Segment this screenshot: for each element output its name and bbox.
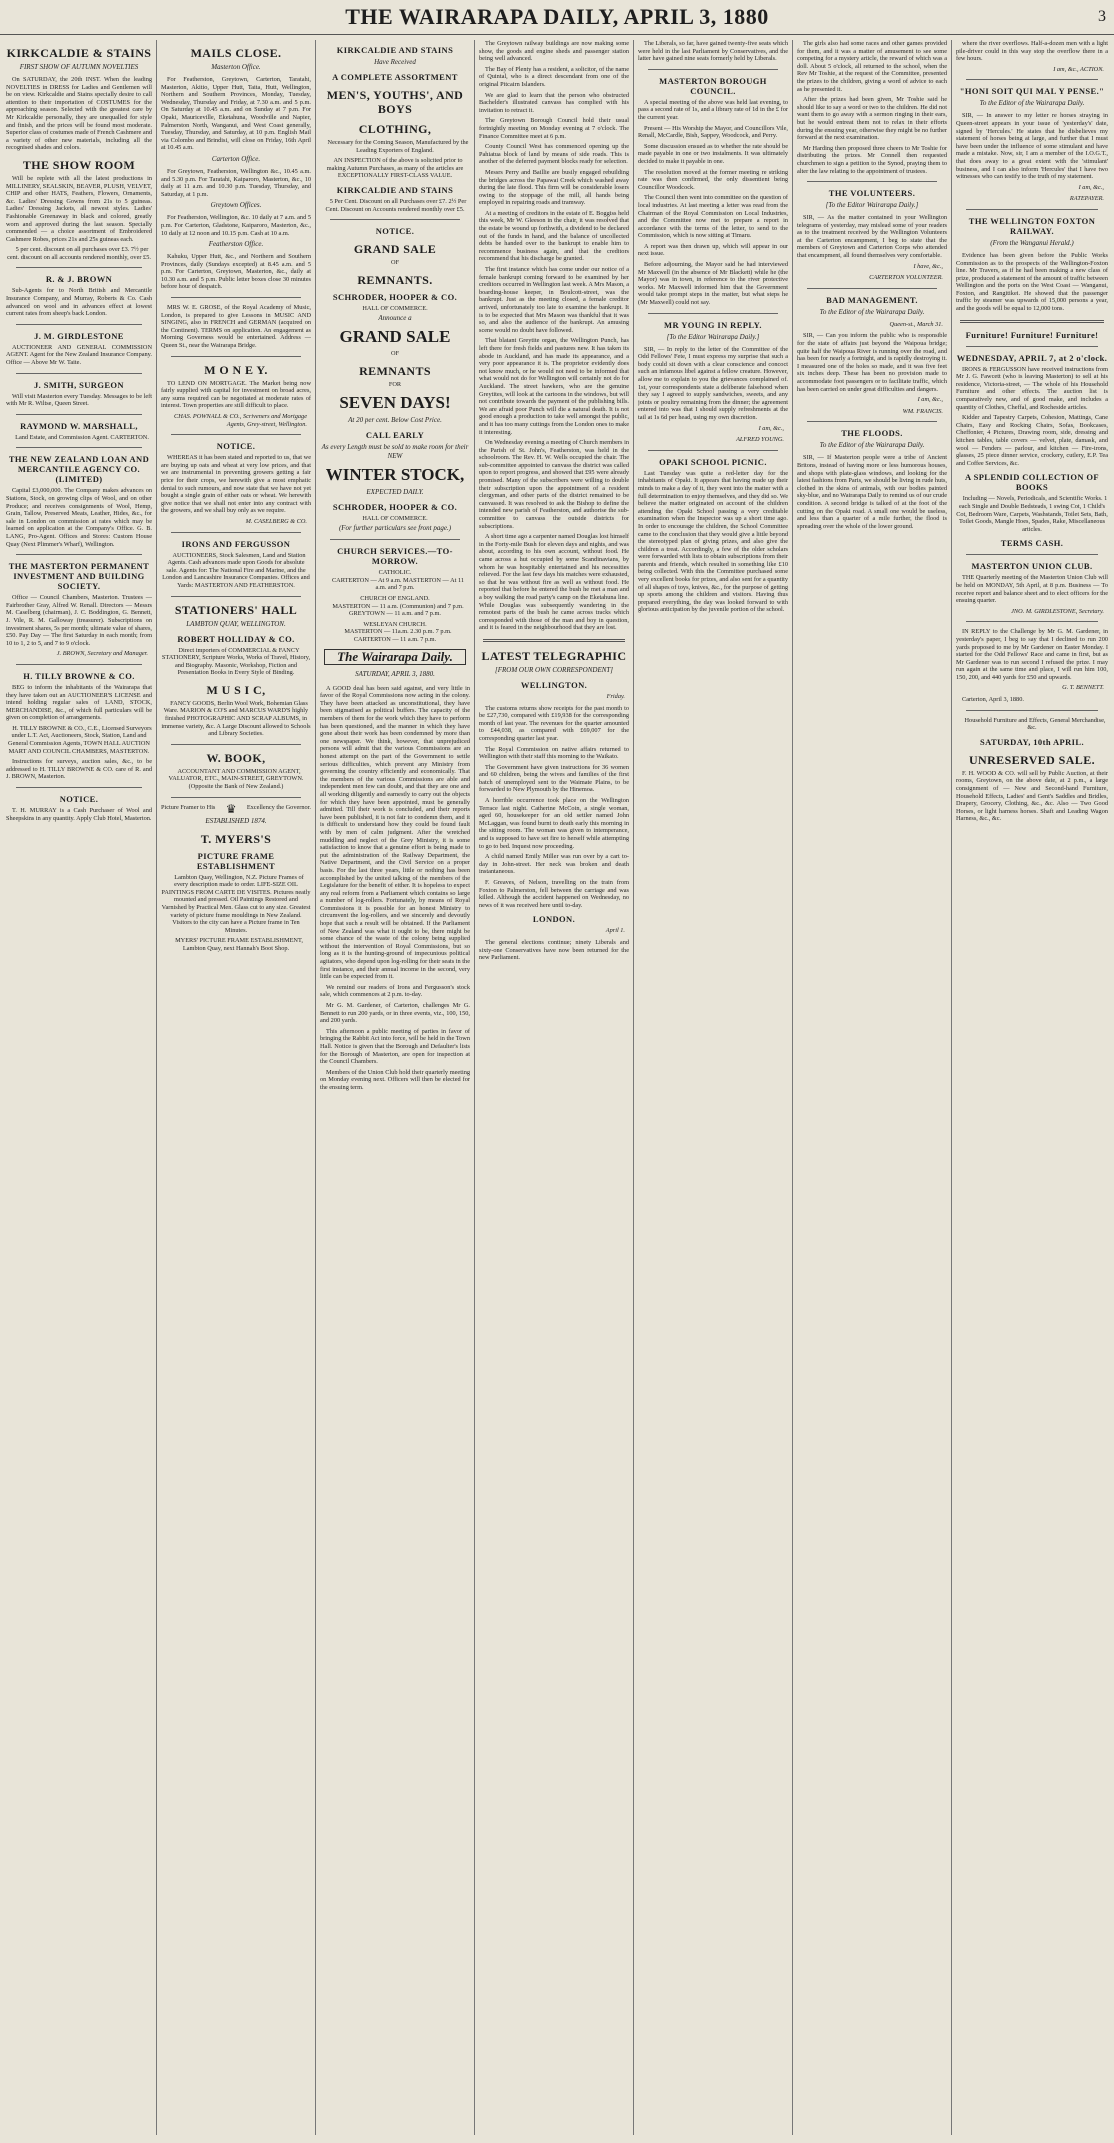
newspaper-nameplate: The Wairarapa Daily. (324, 649, 466, 665)
letter-paragraph: SIR, — Can you inform the public who is responsible for the state of affairs just beyond the Waipoua bridge; quite half the Waipoua River is running over the road, and has been for nearly a fortnight, and is rapidly destroying it. I measured one of the holes so made, and it was five feet six inches deep. These has been no provision made to accommodate foot passengers or to facilitate traffic, which has been carried on under great difficulties and dangers. (797, 332, 947, 393)
news-paragraph: Present — His Worship the Mayor, and Councillors Vile, Renall, McCardle, Bish, Sappey, Woodcock, and Perry. (638, 124, 788, 140)
ad-body: MYERS' PICTURE FRAME ESTABLISHMENT, Lambton Quay, next Hannah's Boot Shop. (175, 937, 303, 952)
ad-terms: TERMS CASH. (1000, 538, 1064, 549)
section-subheading: Carterton Office. (211, 154, 261, 163)
ad-body: Capital £3,000,000. The Company makes advances on Stations, Stock, on growing clips of Wool, and on other Produce; and receives consignments of Wool, Hemp, Grain, Tallow, Preserved Meats, Leather, Hides, &c., for sale in London on commission at rates which may be learned on application at the Company's Office. G. B. LANG, Pro-Agent. Offices and Stores: Custom House Quay (Next Plimmer's Wharf), Wellington. (6, 487, 152, 548)
letter-paragraph: SIR, — If Masterton people were a tribe of Ancient Britons, instead of having more or less humorous houses, and shops with plate-glass windows, and looking for the latest fashions from Paris, we should be living in rude huts, clothed in the skins of animals, with our bodies painted sky-blue, and no Wairarapa Daily to remind us of our crude condition. A second bridge is talked of at the foot of the cutting on the Opaki road. A small one would be useless, and less than a quarter of a mile further, the flood is spreading over the whole of the lower ground. (797, 454, 947, 530)
ad-body: FANCY GOODS, Berlin Wool Work, Bohemian Glass Ware. MARION & CO'S and MARCUS WARD'S highly finished PHOTOGRAPHIC AND SCRAP ALBUMS, in immense variety, &c. A Large Discount allowed to Schools and Library Societies. (161, 699, 311, 738)
masthead-title: THE WAIRARAPA DAILY, APRIL 3, 1880 (345, 4, 769, 29)
ad-date: SATURDAY, 10th APRIL. (980, 736, 1084, 747)
divider (966, 79, 1098, 80)
ad-signature: M. CASELBERG & CO. (245, 517, 307, 525)
ad-body: Direct importers of COMMERCIAL & FANCY STATIONERY, Scripture Works, Works of Travel, History, and Biography. Masonic, Workshop, Fiction and Presentation Books in Every Style of Binding. (161, 646, 311, 677)
ad-signature: J. BROWN, Secretary and Manager. (56, 650, 148, 658)
news-paragraph: Mr Harding then proposed three cheers to Mr Toshie for distributing the prizes. Mr Connell then requested churchmen to sign a petition to the Synod, praying them to alter the law relating to the appointment of trustees. (797, 144, 947, 175)
news-paragraph: This afternoon a public meeting of parties in favor of bringing the Rabbit Act into force, will be held in the Town Hall. Notice is given that the Borough and Defaulter's lists for the Borough of Masterton, are open for inspection at the Council Chambers. (320, 1027, 470, 1066)
divider (16, 324, 142, 325)
ad-discount: 5 per cent. discount on all purchases over £3. 7½ per cent. discount on all accounts rendered monthly, over £5. (7, 246, 151, 261)
ad-heading: Furniture! Furniture! Furniture! (965, 329, 1099, 340)
section-subheading: Featherston Office. (208, 240, 264, 249)
ad-heading: SCHRODER, HOOPER & CO. (332, 501, 458, 512)
page-number: 3 (1098, 8, 1106, 25)
telegram-paragraph: F. Greaves, of Nelson, travelling on the train from Foxton to Palmerston, fell between the carriage and was killed. Although the accident happened on Wednesday, no news of it was received here until to-day. (479, 879, 629, 909)
letter-paragraph: SIR, — As the matter contained in your Wellington telegrams of yesterday, may mislead some of your readers as to the treatment received by the Wellington Volunteers at the Carterton encampment, I beg to state that the members of Greytown and Carterton Corps who attended that encampment, all found themselves very comfortable. (797, 214, 947, 260)
ad-heading: REMNANTS. (357, 272, 433, 287)
divider (966, 209, 1098, 210)
news-paragraph: Mr G. M. Gardener, of Carterton, challenges Mr G. Bennett to run 200 yards, or in three events, viz., 100, 150, and 200 yards. (320, 1002, 470, 1025)
divider (330, 539, 460, 540)
news-paragraph: The first instance which has come under our notice of a female bankrupt coming forward to be examined by her creditors occurred in Wellington last week. A Mrs Mason, a boarding-house keeper, in Boulcott-street, was the bankrupt. Just as the meeting closed, a female creditor arrived, unfortunately too late to examine the bankrupt. It is to be expected that Mrs Mason was thankful that it was so, and also the audience of the bankrupt. An amusing scene would no doubt have followed. (479, 266, 629, 334)
divider (960, 320, 1104, 323)
dateline-day: Friday. (606, 692, 625, 700)
church-times: MASTERTON — 11 a.m. (Communion) and 7 p.m. GREYTOWN — 11 a.m. and 7 p.m. (332, 602, 464, 618)
news-paragraph: Last Tuesday was quite a red-letter day for the inhabitants of Opaki. It appears that having made up their minds to make a day of it, they went into the matter with a full determination to enjoy themselves, and they did so. We believe the matter originated on account of the children attending the Opaki School passing a very creditable examination when the Inspector was up a short time ago. In order to encourage the children, the School Committee came to the conclusion that they would give a little beyond the stereotyped plan of giving prizes, and also give the children a treat. Accordingly, a few of the older scholars were forwarded with lists to obtain subscriptions from their parents and friends, which resulted in something like £10 being collected. With this the Committee purchased some very excellent books for prizes, and also sent for a quantity of all shapes of toys, knives, &c., for the purpose of getting up sports among the children and visitors. Having thus prepared everything, the day was looked forward to with glorious anticipation by the juvenile portion of the school. (638, 469, 788, 614)
ad-heading: A COMPLETE ASSORTMENT (332, 72, 458, 82)
news-paragraph: A short time ago a carpenter named Douglas lost himself in the Forty-mile Bush for eleven days and nights, and was about, according to his own account, without food. He came across a hut occupied by some Scandinavians, by whom he was hospitably entertained and his necessities relieved. For the last few days his matches were exhausted, so that he was without fire as well as without food. He reported that before he entered the bush he met a man and a boy walking the road party's camp on the Eketahuna line. While Douglas was subsequently wandering in the remotest parts of the bush he came across tracks which corresponded with those of the man and boy in question, and it is feared in the neighbourhood that they are lost. (479, 533, 629, 632)
ad-signature: CHAS. POWNALL & CO., Scriveners and Mortgage Agents, Grey-street, Wellington. (174, 413, 307, 428)
column-rule (315, 40, 316, 2135)
church-name: WESLEYAN CHURCH. (363, 620, 427, 628)
divider (171, 797, 301, 798)
ad-body: Will be replete with all the latest productions in MILLINERY, SEALSKIN, BEAVER, PLUSH, VELVET, CHIP and other HATS, Feathers, Flowers, Ornaments, &c. Ladies' Dressing Gowns from 21s to 5 guineas. Ladies' Dressing Jackets, all newest styles. Ladies' Fashionable Greenaway in black and colored, greatly worn and approved during the last season. Specially commended — a choice assortment of Embroidered Cashmere Robes, prices 21s and 25s guineas each. (6, 174, 152, 243)
news-paragraph: The Greytown railway buildings are now making some show, the goods and engine sheds and passenger station being well advanced. (479, 40, 629, 63)
letter-paragraph: SIR, — In answer to my letter re horses straying in Queen-street appears in your issue of 'yesterday's' date, signed by 'Hercules.' He states that he disbelieves my statement of horses being at large, and further that I must have been under the influence of some stimulant and have made a mistake. Now, sir, I am a member of the I.O.G.T., that does away to a great extent with the 'stimulant' business, and I can also inform 'Hercules' that I have two witnesses who can testify to the truth of my statement. (956, 112, 1108, 181)
mail-schedule: For Greytown, Featherston, Wellington &c., 10.45 a.m. and 5.30 p.m. For Taratahi, Kaiparoro, Masterton, &c., 10 daily at 11 a.m. and 10.30 p.m. Tuesday, Thursday, and Saturday, at 1 p.m. (161, 167, 311, 198)
ad-word: HALL OF COMMERCE. (362, 514, 428, 522)
ad-heading: W. BOOK, (206, 750, 266, 765)
ad-heading: CALL EARLY (365, 429, 425, 440)
leader-paragraph: A GOOD deal has been said against, and very little in favor of the Royal Commissions now acting in the colony. They have been attacked as unconstitutional, they have been stigmatised as political buffers. The capacity of the members of them for the work which they have to perform has been questioned, and the manner in which they have gone about their work has been condemned by more than one newspaper. We think, however, that unprejudiced persons will admit that the various Commissions are an honest attempt on the part of the Government to settle serious difficulties, which prevent any Ministry from governing the country efficiently and economically. That the members of the various Commissions are able and independent men few can doubt, and that they are one and all working diligently and earnestly to carry out the objects for which they have been appointed, must be generally admitted. Till their work is concluded, and their reports have been published, it is not fair to condemn them, and it is difficult to understand how they could be found fault with by men of calm judgment. After the wretched muddling and neglect of the Grey Ministry, it is some satisfaction to know that a genuine effort is being made to put the administration of the Railway Department, the Native Department, and the Civil Service on a proper basis. For the last three years, little or nothing has been accomplished by the united talking of the members of the Legislature for the benefit of either. It is hopeless to expect any real reform from a Parliament which contains so large a number of log-rollers. Fortunately, by means of Royal Commissions it is possible for an honest Ministry to circumvent the log-rollers, and we sincerely and devoutly hope that such a result will be obtained. If the Parliament of New Zealand was what it ought to be, there might be some chance of the waste of the colony being supplied without the intervention of Royal Commissions, but so long as it is the hunting-ground of impecunious political agitators, who depend upon log-rolling for their seats in the first instance, and their annual income in the second, very little can be expected from it. (320, 684, 470, 981)
ad-heading: IRONS AND FERGUSSON (181, 538, 291, 549)
news-paragraph: Messrs Perry and Baillie are busily engaged rebuilding the bridges across the Papawai Creek which washed away during the late flood. This firm will be considerable losers owing to the stoppage of the mill, all hands being employed in repairing roads and tramway. (479, 168, 629, 207)
crest-icon: ♛ (225, 801, 237, 816)
divider (16, 787, 142, 788)
ad-body: WHEREAS it has been stated and reported to us, that we are buying up oats and wheat at very low prices, and that we are instrumental in preventing growers getting a fair price for their crops, we herewith give a most emphatic denial to such rumours, and now state that we have not yet bought a single grain of either oats or wheat. We herewith give notice that we shall not enter into any contract with the growers, and we shall buy only as we require. (161, 454, 311, 515)
section-subheading: [To the Editor Wairarapa Daily.] (666, 332, 760, 341)
divider (483, 639, 625, 642)
ad-heading: ROBERT HOLLIDAY & CO. (177, 633, 295, 644)
column-rule (474, 40, 475, 2135)
ad-body: AUCTIONEER AND GENERAL COMMISSION AGENT. Agent for the New Zealand Insurance Company. Office — Above Mr W. Taite. (6, 343, 152, 367)
divider (171, 596, 301, 597)
divider (807, 288, 937, 289)
letter-place: Queen-st., March 31. (889, 320, 943, 328)
letter-signoff: I am, &c., (758, 424, 784, 432)
news-paragraph: We are glad to learn that the person who obstructed Bachelder's illustrated canvass has complied with his invitation to retract it. (479, 91, 629, 114)
column-6 (797, 40, 947, 2135)
ad-heading: CLOTHING, (358, 122, 432, 136)
section-heading: MAILS CLOSE. (190, 46, 282, 60)
section-subheading: Masterton Office. (211, 63, 261, 71)
ad-heading: SCHRODER, HOOPER & CO. (332, 291, 458, 302)
news-paragraph: Before adjourning, the Mayor said he had interviewed Mr Maxwell (in the absence of Mr Blackett) while he (the Mayor) was in town, in reference to the river protective works. Mr Maxwell informed him that the Government would take prompt steps in the matter, but what steps he (Mr Maxwell) could not say. (638, 261, 788, 307)
letter-signature: CARTERTON VOLUNTEER. (869, 274, 943, 282)
ad-body: TO LEND ON MORTGAGE. The Market being now fairly supplied with capital for investment on broad acres, any sums required can be negotiated at moderate rates of interest. Town properties are still difficult to place. (161, 379, 311, 410)
ad-heading: WINTER STOCK, (325, 464, 465, 484)
ad-heading: RAYMOND W. MARSHALL, (20, 420, 138, 431)
column-3 (320, 40, 470, 2135)
mail-schedule: For Featherston, Wellington, &c. 10 daily at 7 a.m. and 5 p.m. For Carterton, Gladstone, Kaiparoro, Masterton, &c., 10 daily at 12 noon and 10.15 p.m. Cash at 10 a.m. (161, 214, 311, 237)
letter-signoff: I have, &c., (913, 262, 943, 270)
telegram-paragraph: The customs returns show receipts for the past month to be £27,730, compared with £19,938 for the corresponding month of last year. The revenues for the quarter amounted to £44,038, as compared with £69,007 for the corresponding quarter last year. (479, 704, 629, 742)
letter-signature: WM. FRANCIS. (902, 407, 943, 415)
divider (966, 710, 1098, 711)
news-paragraph: That blatant Greytite organ, the Wellington Punch, has left there for fresh fields and pastures new. It has taken its abode in Auckland, and has made its appearance, and a very poor appearance it is. The proprietor evidently does not know much, or he would not need to be informed that what would not do for Wellington will certainly not do for Auckland. The street hawkers, who are the genuine Greytites, will look at the cartoons in the windows, but will not contribute towards the payment of the publishing bills. We are afraid poor Punch will die a natural death. It is not good enough a production to take well amongst the public, and it has too many cuttings from the London ones to make it interesting. (479, 337, 629, 436)
divider (807, 181, 937, 182)
section-heading: CHURCH SERVICES.—TO-MORROW. (337, 546, 453, 567)
ad-heading: KIRKCALDIE AND STAINS (336, 45, 454, 55)
divider (966, 621, 1098, 622)
column-5 (638, 40, 788, 2135)
news-paragraph: On Wednesday evening a meeting of Church members in the Parish of St. John's, Featherston, was held in the schoolroom. The Rev. H. W. Wells occupied the chair. The sub-committee appointed to canvass the district was called upon to report progress, and showed that £95 were already promised. Many of the subscribers were willing to double their subscription upon the appointment of a resident clergyman, and other parts of the district remained to be canvassed. It was resolved to ask the Bishop to define the intended new parish of Featherston, and authorise the sub-committee to canvass the outside districts for subscriptions. (479, 439, 629, 530)
divider (171, 297, 301, 298)
ad-heading: T. MYERS'S (200, 831, 272, 846)
letter-signoff: I am, &c., (1078, 183, 1104, 191)
news-paragraph: The Greytown Borough Council hold their usual fortnightly meeting on Monday evening at 7 o'clock. The Finance Committee meet at 6 p.m. (479, 117, 629, 140)
picture-framer-left: Picture Framer to His (161, 803, 216, 811)
ad-subheading: PICTURE FRAME ESTABLISHMENT (196, 850, 276, 871)
ad-heading: GRAND SALE (339, 327, 451, 347)
section-heading: THE VOLUNTEERS. (828, 188, 916, 199)
column-2 (161, 40, 311, 2135)
dateline-place: LONDON. (532, 914, 576, 925)
ad-date: WEDNESDAY, APRIL 7, at 2 o'clock. (956, 352, 1108, 363)
ad-body: F. H. WOOD & CO. will sell by Public Auction, at their rooms, Greytown, on the above date, at 2 p.m., a large consignment of — New and Second-hand Furniture, Household Effects, Ladies' and Gent's Saddles and Bridles, Drapery, Grocery, Clothing, &c., &c. Also — Two Good Horses, or light harness horses. Shaft and Leading Wagon Harness, &c., &c. (956, 769, 1108, 823)
ad-signature: G. T. BENNETT. (1062, 684, 1104, 692)
ad-word: FOR (388, 380, 402, 388)
ad-discount: 5 Per Cent. Discount on all Purchases over £7. 2½ Per Cent. Discount on Accounts rendered monthly over £5. (325, 197, 467, 213)
ad-body: BEG to inform the inhabitants of the Wairarapa that they have taken out an AUCTIONEER'S LICENSE and intend holding regular sales of LAND, STOCK, MERCHANDISE, &c., of which full particulars will be given on completion of arrangements. (6, 683, 152, 722)
section-subheading: [FROM OUR OWN CORRESPONDENT] (494, 665, 614, 674)
ad-body: On SATURDAY, the 20th INST. When the leading NOVELTIES in DRESS for Ladies and Gentlemen will be on view. Kirkcaldie and Stains specially desire to call attention to their importation of COSTUMES for the approaching season. Selected with the greatest care by Mr Kirkcaldie personally, they are unequalled for style and finish, and the prices will be found most moderate. Superior class of costumes made of French Cashmere and a variety of other new materials, including all the recognised shades and colors. (6, 76, 152, 152)
ad-subheading: FIRST SHOW OF AUTUMN NOVELTIES (19, 63, 139, 71)
ad-heading: A SPLENDID COLLECTION OF BOOKS (964, 472, 1100, 493)
ad-body: As every Length must be sold to make room for their NEW (321, 442, 469, 460)
ad-body: IN REPLY to the Challenge by Mr G. M. Gardener, in yesterday's paper, I beg to say that I declined to run 200 yards proposed to me by Mr Gardener on Easter Monday. I started for the Odd Fellows' Race and came in first, but as Mr Gardener was to run second I refused the prize. I may run again at the same time and place, I will run him 100, 150, 200, and 440 yards for £50 and upwards. (956, 628, 1108, 681)
ad-date: Carterton, April 3, 1880. (962, 696, 1024, 704)
ad-heading: R. & J. BROWN (45, 274, 113, 285)
news-paragraph: Evidence has been given before the Public Works Commission as to the prospects of the Wellington-Foxton line. Mr Travers, as if he had been making a new class of prize, produced a statement of the amount of traffic between Wellington and the ports on the West Coast — Wanganui, Foxton, and Rangitikei. He showed that the passenger traffic by steamer was upwards of 15,000 persons a year, and the goods will be equal to 12,000 tons. (956, 251, 1108, 313)
ad-list: Including — Novels, Periodicals, and Scientific Works. 1 each Single and Double Bedsteads, 1 swing Cot, 1 Child's Cot, Bedroom Ware, Carpets, Washstands, Toilet Sets, Bath, Toilet Goods, Mangle Hoes, Spades, Rake, Miscellaneous articles. (956, 495, 1108, 533)
section-heading: MASTERTON BOROUGH COUNCIL. (659, 75, 767, 96)
ad-heading: KIRKCALDIE & STAINS (6, 46, 152, 60)
news-paragraph: The girls also had some races and other games provided for them, and it was a matter of amusement to see some competing for a mystery article, the reward of which was a doll. About 5 o'clock, all returned to the school, when the Rev Mr Toshie, at the request of the Committee, presented the prizes to the children, giving a word of advice to each as he presented it. (797, 40, 947, 93)
ad-subheading: Have Received (374, 58, 416, 66)
news-paragraph: We remind our readers of Irons and Fergusson's stock sale, which commences at 2 p.m. to-day. (320, 983, 470, 999)
ad-heading: M O N E Y. (204, 362, 268, 377)
telegram-paragraph: A child named Emily Miller was run over by a cart to-day in John-street. Her neck was broken and death instantaneous. (479, 853, 629, 876)
ad-body: IRONS & FERGUSSON have received instructions from Mr J. G. Fawcett (who is leaving Masterton) to sell at his residence, Victoria-street, — The whole of his Household Furniture and other effects. The auction list is comparatively new, and of good make, and includes a quantity of Clothes, Cheffal, and Rocheside articles. (956, 365, 1108, 411)
section-subheading: To the Editor of the Wairarapa Daily. (819, 307, 925, 316)
ad-heading: GRAND SALE (353, 242, 437, 257)
section-subheading: To the Editor of the Wairarapa Daily. (819, 441, 925, 450)
column-rule (792, 40, 793, 2135)
dateline-place: WELLINGTON. (520, 679, 588, 690)
ad-heading: MASTERTON UNION CLUB. (971, 561, 1093, 572)
ad-heading: THE MASTERTON PERMANENT INVESTMENT AND BUILDING SOCIETY. (8, 561, 150, 592)
section-subheading: To the Editor of the Wairarapa Daily. (979, 99, 1085, 108)
ad-list: Kidder and Tapestry Carpets, Cohesion, Mattings, Cane Chairs, Easy and Rocking Chairs, Sofas, Bookcases, Cheffonier, 4 Pictures, Drawing room, side, dressing and kitchen tables, table covers — velvet, plate, damask, and wool — Fenders — parlour, and kitchen — Fire-irons, glasses, 25 piece dinner service, crockery, cutlery, E.P. Tea and Coffee Services, &c. (956, 414, 1108, 467)
section-heading: MR YOUNG IN REPLY. (664, 319, 762, 330)
news-paragraph: After the prizes had been given, Mr Toshie said he should like to say a word or two to the children. He did not want them to go away with a sermon ringing in their ears, but he would entreat them not to relax in their efforts during the ensuing year, otherwise they might be no further forward at the next examination. (797, 96, 947, 142)
ad-heading: NOTICE. (59, 794, 99, 805)
church-times: MASTERTON — 11a.m. 2.30 p.m. 7 p.m. CARTERTON — 11 a.m. 7 p.m. (344, 628, 452, 643)
ad-heading: REMNANTS (359, 363, 431, 378)
section-heading: THE WELLINGTON FOXTON RAILWAY. (968, 215, 1096, 236)
telegram-paragraph: The general elections continue; ninety Liberals and sixty-one Conservatives have now been returned for the new Parliament. (479, 938, 629, 962)
ad-heading: MEN'S, YOUTHS', AND BOYS (326, 88, 464, 116)
ad-body: AN INSPECTION of the above is solicited prior to making Autumn Purchases, as many of the articles are EXCEPTIONALLY FIRST-CLASS VALUE. (326, 157, 464, 180)
ad-heading: KIRKCALDIE AND STAINS (336, 184, 454, 195)
ad-body: THE Quarterly meeting of the Masterton Union Club will be held on MONDAY, 5th April, at 8 p.m. Business — To receive report and balance sheet and to elect officers for the ensuing quarter. (956, 574, 1108, 605)
letter-paragraph: where the river overflows. Half-a-dozen men with a light pile-driver could in this way stop the overflow there in a few hours. (956, 40, 1108, 63)
news-paragraph: Some discussion ensued as to whether the rate should be made payable in one or two instalments. It was ultimately decided to make it payable in one. (638, 142, 788, 165)
letter-signature: RATEPAYER. (1069, 195, 1104, 203)
ad-word: OF (390, 259, 400, 267)
ad-word: OF (390, 350, 400, 358)
ad-body: Sub-Agents for to North British and Mercantile Insurance Company, and Murray, Roberts & Co. Cash advanced on wool and in advances effect at lowest current rates from sheep's back London. (6, 287, 152, 318)
telegram-paragraph: The Government have given instructions for 36 women and 60 children, being the wives and families of the first batch of unemployed sent to the Waimate Plains, to be forwarded to New Plymouth by the Hinemoa. (479, 763, 629, 794)
section-heading: "HONI SOIT QUI MAL Y PENSE." (959, 86, 1105, 97)
divider (966, 346, 1098, 347)
column-rule (156, 40, 157, 2135)
masthead (0, 0, 1114, 35)
column-rule (633, 40, 634, 2135)
picture-framer-right: Excellency the Governor. (246, 803, 311, 811)
letter-signature: ALFRED YOUNG. (736, 436, 784, 444)
divider (648, 313, 778, 314)
column-4 (479, 40, 629, 2135)
ad-body: Lambton Quay, Wellington, N.Z. Picture Frames of every description made to order. LIFE-SIZE OIL PAINTINGS FROM CARTE DE VISITES. Pictures neatly mounted and pressed. Oil Paintings Restored and Varnished by Practical Men. Glass cut to any size. Greatest variety of picture frame mouldings in New Zealand. Visitors to the city can have a Picture frame in Ten Minutes. (161, 873, 311, 934)
divider (16, 373, 142, 374)
dateline: SATURDAY, APRIL 3, 1880. (355, 670, 435, 679)
ad-heading: H. TILLY BROWNE & CO. (23, 670, 135, 681)
church-times: CARTERTON — At 9 a.m. MASTERTON — At 11 a.m. and 7 p.m. (331, 576, 465, 592)
ad-subheading: EXPECTED DAILY. (366, 487, 424, 496)
news-paragraph: A report was then drawn up, which will appear in our next issue. (638, 242, 788, 258)
ad-body: H. TILLY BROWNE & CO., C.E., Licensed Surveyors under L.T. Act, Auctioneers, Stock, Station, Land and General Commission Agents, TOWN HALL AUCTION MART AND COUNCIL CHAMBERS, MASTERTON. (8, 724, 152, 755)
mail-schedule: Kahuku, Upper Hutt, &c., and Northern and Southern Provinces, daily (Sundays excepted) at 8.45 a.m. and 5 p.m. For Carterton, Greytown, Masterton, &c., daily at 10.30 a.m. and 5 p.m. Public letter boxes close 30 minutes before hour of despatch. (161, 253, 311, 291)
divider (16, 664, 142, 665)
divider (171, 744, 301, 745)
ad-subheading: LAMBTON QUAY, WELLINGTON. (186, 619, 286, 628)
dateline-day: April 1. (605, 927, 625, 935)
ad-signature: JNO. M. GIRDLESTONE, Secretary. (1011, 607, 1104, 615)
section-subheading: (From the Wanganui Herald.) (990, 238, 1074, 247)
news-paragraph: The Liberals, so far, have gained twenty-five seats which were held in the last Parliament by Conservatives, and the latter have gained nine seats formerly held by Liberals. (638, 40, 788, 63)
section-heading: LATEST TELEGRAPHIC (481, 648, 627, 663)
ad-heading: THE SHOW ROOM (22, 157, 136, 172)
ad-body: Land Estate, and Commission Agent. CARTERTON. (15, 433, 149, 441)
ad-heading: NOTICE. (375, 226, 415, 237)
letter-signature: I am, &c., ACTION. (1053, 65, 1104, 73)
divider (16, 554, 142, 555)
established-line: ESTABLISHED 1874. (205, 816, 267, 825)
ad-discount: At 20 per cent. Below Cost Price. (348, 415, 442, 424)
divider (171, 356, 301, 357)
divider (648, 450, 778, 451)
telegram-paragraph: The Royal Commission on native affairs returned to Wellington with their staff this morning to the Waikato. (479, 745, 629, 761)
ad-body: ACCOUNTANT AND COMMISSION AGENT, VALUATOR, ETC., MAIN-STREET, GREYTOWN. (Opposite the Bank of New Zealand.) (168, 767, 304, 791)
ad-body: MRS W. E. GROSE, of the Royal Academy of Music, London, is prepared to give Lessons in MUSIC AND SINGING, also in FRENCH and GERMAN (acquired on the Continent). TERMS on application. An engagement as Morning Governess would be entertained. Address — Queen St., near the Wairarapa Bridge. (161, 304, 311, 350)
ad-note: (For further particulars see front page.) (338, 524, 452, 533)
section-subheading: [To the Editor Wairarapa Daily.] (825, 201, 919, 210)
church-name: CHURCH OF ENGLAND. (360, 594, 430, 602)
church-name: CATHOLIC. (378, 569, 412, 577)
ad-body: Instructions for surveys, auction sales, &c., to be addressed to H. TILLY BROWNE & CO. care of R. and J. BROWN, Masterton. (6, 758, 152, 781)
divider (16, 414, 142, 415)
ad-word: Announce a (378, 314, 412, 323)
mail-schedule: For Featherston, Greytown, Carterton, Taratahi, Masterton, Akitio, Upper Hutt, Taita, Hutt, Wellington, Northern and Southern Provinces, Monday, Tuesday, Wednesday, Thursday and Friday, at 7.30 a.m. and 5 p.m. On Saturday at 10.45 a.m. and on Sunday at 7 p.m. For Opaki, Mauriceville, Eketahuna, Woodville and Napier, Palmerston North, Wanganui, and West Coast generally, Tuesday, Thursday, and Saturday, at 10 p.m. English Mail via Colombo and Brindisi, will close on Friday, 16th April at 10.45 a.m. (161, 76, 311, 152)
divider (330, 219, 460, 220)
news-paragraph: Members of the Union Club hold their quarterly meeting on Monday evening next. Officers will then be elected for the ensuing term. (320, 1068, 470, 1091)
letter-signoff: I am, &c., (917, 396, 943, 404)
divider (807, 421, 937, 422)
ad-body: Necessary for the Coming Season, Manufactured by the Leading Exporters of England. (327, 139, 469, 154)
ad-heading: NOTICE. (216, 441, 256, 452)
ad-heading: THE NEW ZEALAND LOAN AND MERCANTILE AGENCY CO. (LIMITED) (8, 454, 150, 485)
news-paragraph: The Council then went into committee on the question of local industries. At last meeting a letter was read from the Chairman of the Royal Commission on Local Industries, and the Committee now met to prepare a report in accordance with the terms of the letter, to send to the Commission, which is now sitting at Timaru. (638, 194, 788, 240)
divider (171, 434, 301, 435)
divider (648, 69, 778, 70)
picture-framer-line (161, 801, 311, 816)
ad-body: Will visit Masterton every Tuesday. Messages to be left with Mr R. Wiltse, Queen Street. (6, 392, 152, 408)
ad-body: Office — Council Chambers, Masterton. Trustees — Fairbrother Gray, Alfred W. Renall. Directors — Messrs M. Caselberg (chairman), J. C. Boddington, G. Bennett, J. Vile, R. M. Galloway (treasurer). Subscriptions on investment shares, 5s per month; ultimate value of shares, £50. Pay Day — The first Saturday in each month; from 10 to 1, 2 to 5, and 7 to 9 o'clock. (6, 594, 152, 647)
ad-body: Household Furniture and Effects, General Merchandise, &c. (964, 716, 1106, 732)
ad-body: AUCTIONEERS, Stock Salesmen, Land and Station Agents. Cash advances made upon Goods for absolute sale. Agents for: The National Fire and Marine, and the London and Lancashire Insurance Companies. Offices and Yards: MASTERTON AND FEATHERSTON. (162, 551, 310, 589)
column-1 (6, 40, 152, 2135)
ad-heading: M U S I C, (206, 682, 266, 697)
news-paragraph: At a meeting of creditors in the estate of E. Boggiss held this week, Mr W. Gleeson in the chair, it was resolved that the estate be wound up forthwith, a dividend to be declared out of the funds in hand, and the balance of uncollected debts be handed over to the bankrupt to enable him to recommence business again, and that the creditors recommend that his discharge be granted. (479, 209, 629, 263)
news-paragraph: County Council West has commenced opening up the Pahiatua block of land by means of side roads. This is another of the deferred payment blocks ready for selection. (479, 143, 629, 166)
news-paragraph: The resolution moved at the former meeting re striking rate was then confirmed, the only dissentient being Councillor Woodcock. (638, 168, 788, 191)
telegram-paragraph: A horrible occurrence took place on the Wellington Terrace last night. Catherine McCoin, a single woman, aged 60, housekeeper for an old settler named John McLaggan, was found burnt to death early this morning in the sitting room. The woman was given to intemperance, and is supposed to have set fire to herself while attempting to go to bed. Inquest now proceeding. (479, 797, 629, 850)
ad-heading: J. M. GIRDLESTONE (34, 330, 124, 341)
section-heading: OPAKI SCHOOL PICNIC. (659, 456, 767, 467)
section-heading: THE FLOODS. (841, 428, 903, 439)
ad-heading: J. SMITH, SURGEON (34, 379, 124, 390)
divider (16, 447, 142, 448)
section-subheading: Greytown Offices. (210, 201, 262, 210)
news-paragraph: A special meeting of the above was held last evening, to pass a second rate of 1s, and a library rate of 1d in the £ for the current year. (638, 98, 788, 121)
ad-heading: STATIONERS' HALL (174, 602, 298, 617)
ad-word: HALL OF COMMERCE. (362, 304, 428, 312)
divider (16, 267, 142, 268)
ad-body: T. H. MURRAY is a Cash Purchaser of Wool and Sheepskins in any quantity. Apply Club Hotel, Masterton. (6, 807, 152, 822)
column-rule (951, 40, 952, 2135)
section-heading: BAD MANAGEMENT. (826, 294, 918, 305)
news-paragraph: The Bay of Plenty has a resident, a solicitor, of the name of Quintal, who is a direct descendant from one of the original Pitcairn Islanders. (479, 65, 629, 88)
ad-heading: UNRESERVED SALE. (968, 752, 1095, 767)
divider (171, 532, 301, 533)
ad-heading: SEVEN DAYS! (339, 392, 451, 412)
letter-paragraph: SIR, — In reply to the letter of the Committee of the Odd Fellows' Fete, I must express my surprise that such a body could sit down with a clear conscience and concoct such an infamous libel against a fellow creature. However, allow me to explain to you the grievances complained of. 1st, your correspondents state a deliberate falsehood when they say I agreed to supply sandwiches, sweets, and any joints or poultry remaining from the dinner; the agreement entered into was that I should supply refreshments at the tail at 1s 6d per head, using my own discretion. (638, 345, 788, 421)
column-7 (956, 40, 1108, 2135)
divider (966, 554, 1098, 555)
